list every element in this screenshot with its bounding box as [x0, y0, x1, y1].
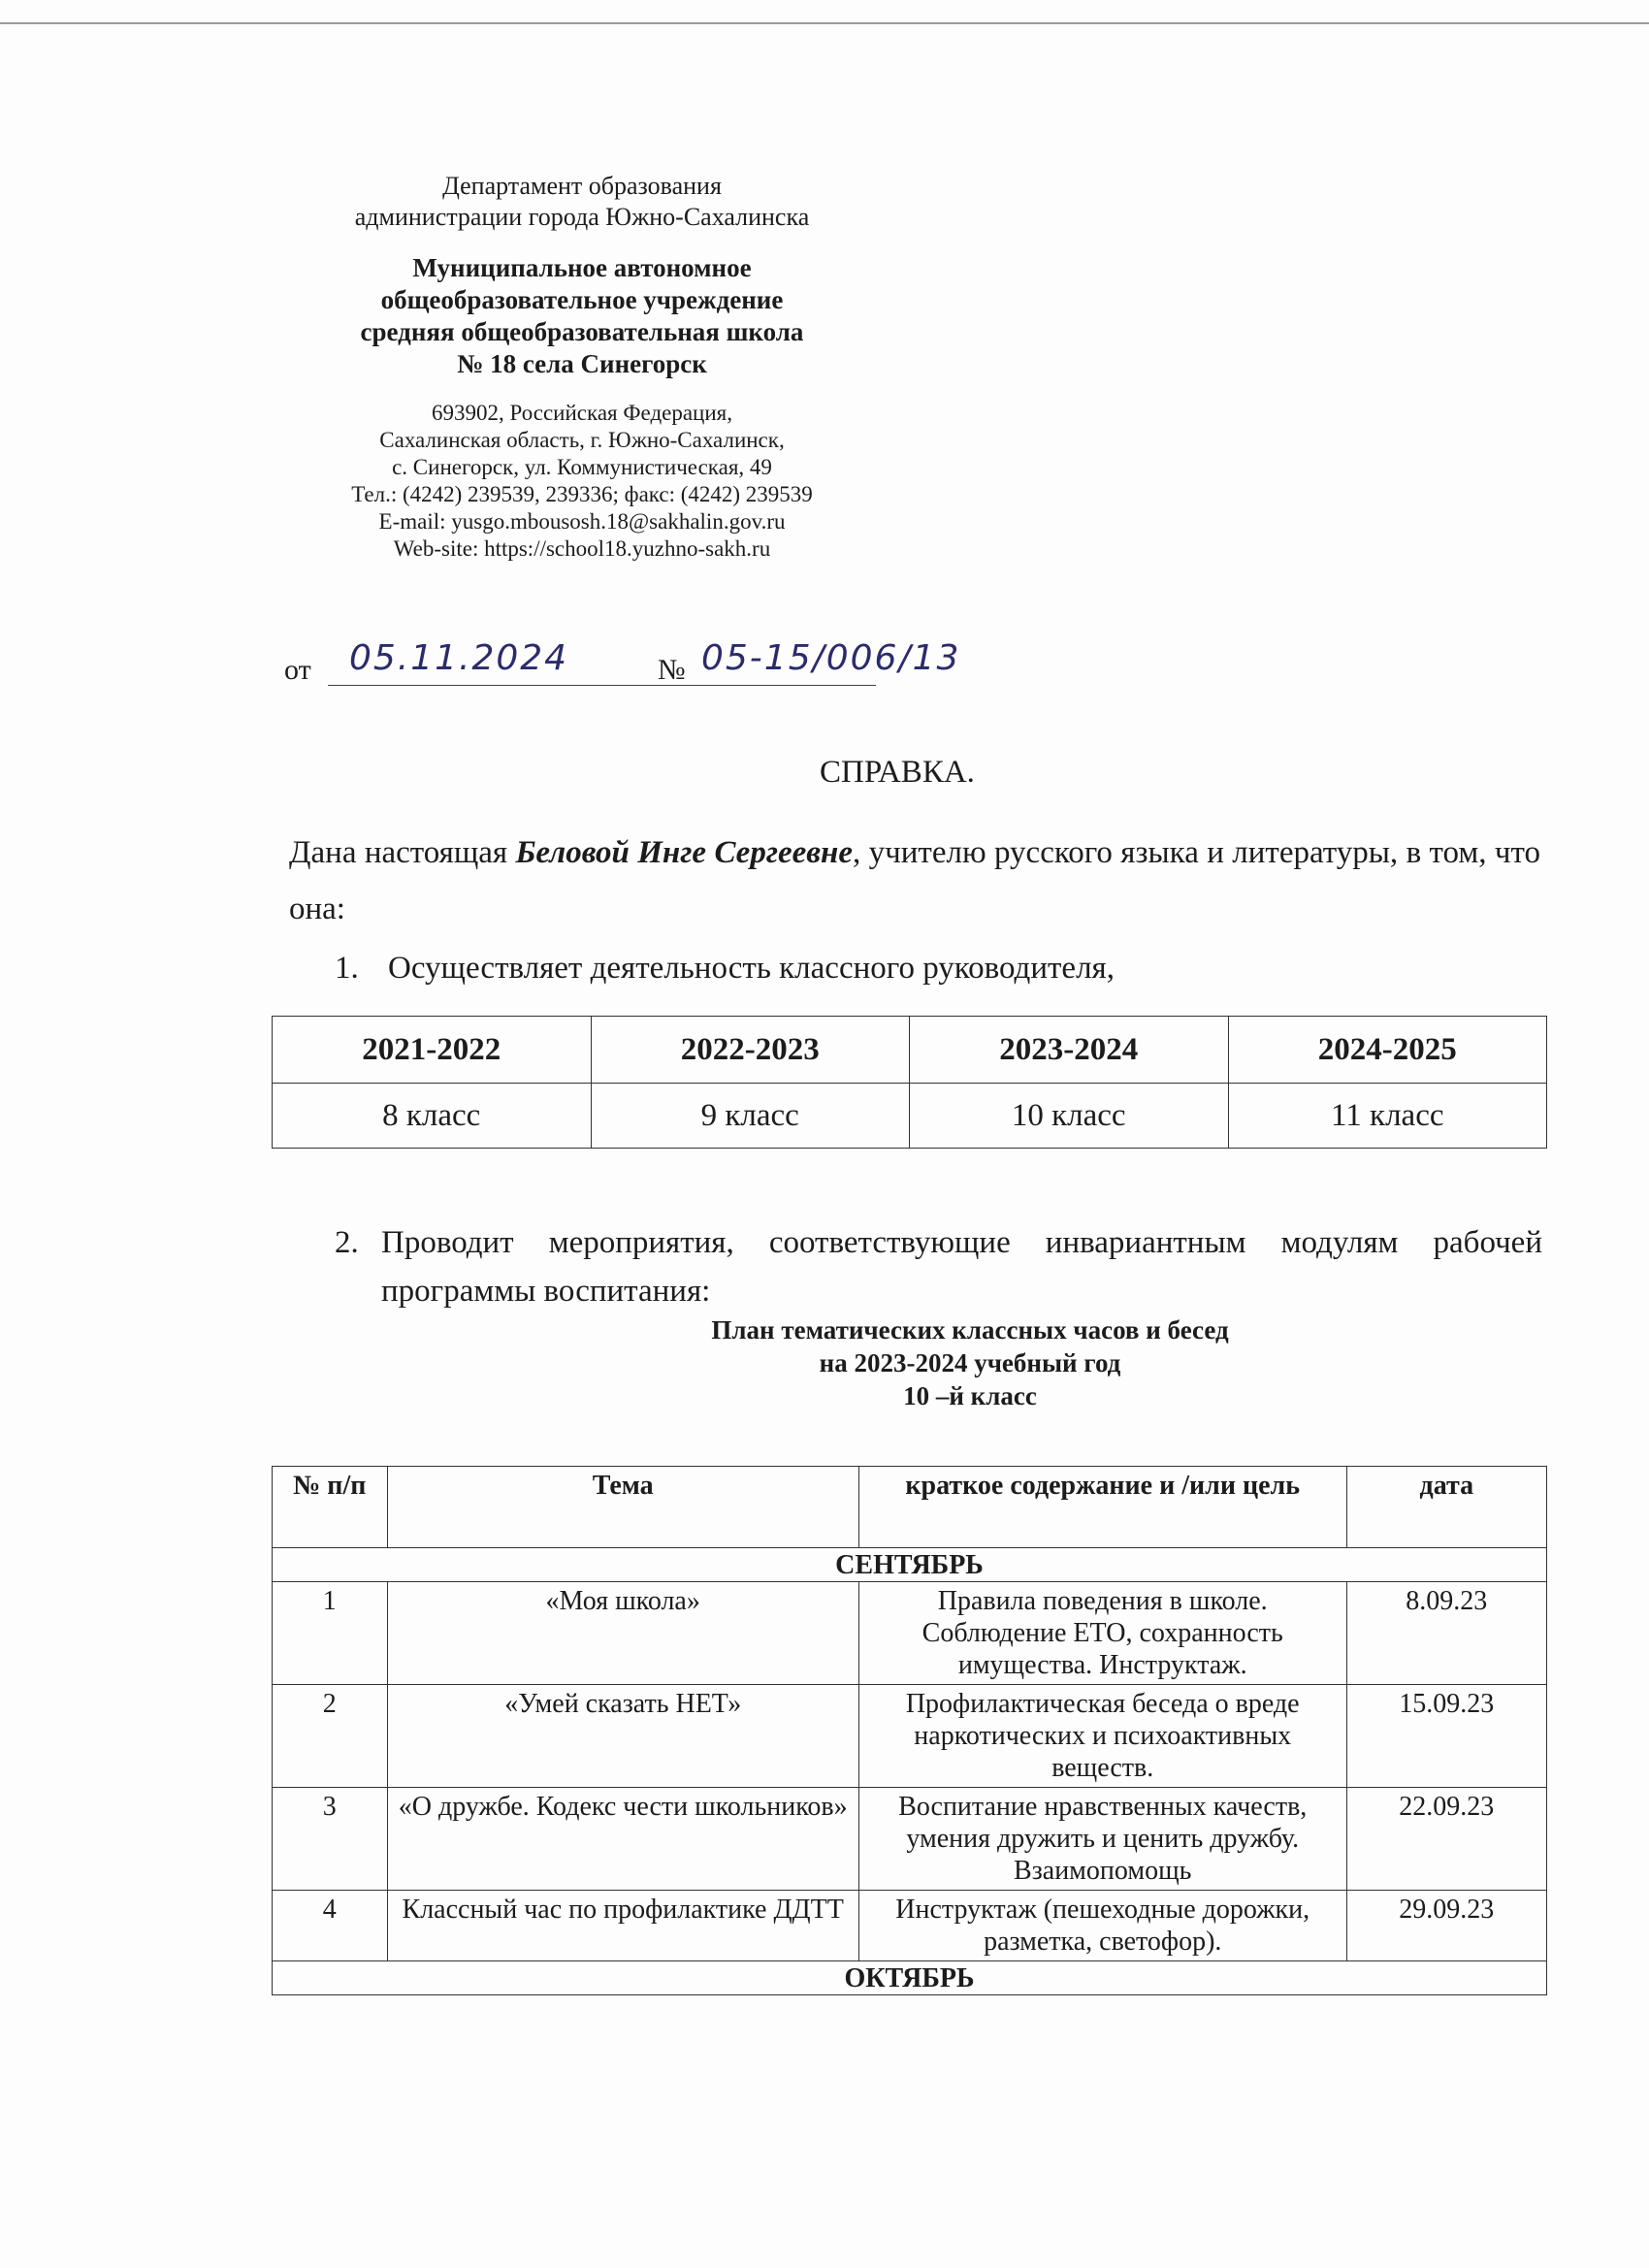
table-row [273, 1788, 1547, 1891]
document-title: СПРАВКА. [820, 755, 975, 790]
intro-suffix: , учителю русского языка и литературы, в том, что она: [289, 835, 1540, 926]
table-row [273, 1685, 1547, 1788]
row-topic: «Моя школа» [387, 1582, 858, 1685]
col-header-number: № п/п [273, 1467, 388, 1548]
scan-edge-line [0, 22, 1649, 24]
row-content: Правила поведения в школе. Соблюдение ЕТО, сохранность имущества. Инструктаж. [858, 1582, 1346, 1685]
list-text: Проводит мероприятия, соответствующие инвариантным модулям рабочей программы воспитания: [381, 1225, 1542, 1309]
row-date: 29.09.23 [1346, 1891, 1546, 1961]
address-line: Web-site: https://school18.yuzhno-sakh.ru [393, 536, 771, 561]
row-content: Инструктаж (пешеходные дорожки, разметка, светофор). [858, 1891, 1346, 1961]
row-date: 22.09.23 [1346, 1788, 1546, 1891]
month-label: ОКТЯБРЬ [273, 1961, 1547, 1995]
person-name: Беловой Инге Сергеевне [515, 835, 854, 870]
handwritten-date: 05.11.2024 [348, 638, 569, 678]
class-cell: 9 класс [591, 1084, 910, 1149]
class-cell: 11 класс [1228, 1084, 1547, 1149]
dept-line: администрации города Южно-Сахалинска [354, 203, 810, 231]
class-cell: 8 класс [273, 1084, 592, 1149]
plan-title-line: План тематических классных часов и бесед [711, 1315, 1229, 1345]
row-content: Воспитание нравственных качеств, умения дружить и ценить дружбу. Взаимопомощь [858, 1788, 1346, 1891]
year-header: 2023-2024 [910, 1017, 1229, 1084]
class-years-table [272, 1016, 1547, 1149]
table-row [273, 1084, 1547, 1149]
row-number: 4 [273, 1891, 388, 1961]
col-header-content: краткое содержание и /или цель [858, 1467, 1346, 1548]
table-header-row [273, 1017, 1547, 1084]
plan-title-line: на 2023-2024 учебный год [819, 1348, 1121, 1377]
table-header-row [273, 1467, 1547, 1548]
year-header: 2021-2022 [273, 1017, 592, 1084]
col-header-topic: Тема [387, 1467, 858, 1548]
row-date: 8.09.23 [1346, 1582, 1546, 1685]
dept-line: Департамент образования [442, 172, 722, 200]
school-line: общеобразовательное учреждение [380, 285, 784, 314]
address-line: Тел.: (4242) 239539, 239336; факс: (4242) 239539 [351, 482, 813, 506]
school-address [310, 400, 854, 563]
number-label: № [658, 654, 686, 686]
month-row [273, 1961, 1547, 1995]
table-row [273, 1891, 1547, 1961]
school-line: Муниципальное автономное [412, 253, 752, 282]
plan-title [543, 1313, 1397, 1412]
school-line: № 18 села Синегорск [457, 349, 707, 378]
school-line: средняя общеобразовательная школа [360, 317, 804, 346]
letterhead [310, 171, 854, 563]
list-number: 2. [335, 1225, 359, 1260]
row-number: 1 [273, 1582, 388, 1685]
month-row [273, 1548, 1547, 1582]
reference-underline [328, 638, 961, 686]
year-header: 2024-2025 [1228, 1017, 1547, 1084]
month-label: СЕНТЯБРЬ [273, 1548, 1547, 1582]
from-label: от [284, 654, 311, 686]
row-date: 15.09.23 [1346, 1685, 1546, 1788]
address-line: E-mail: yusgo.mbousosh.18@sakhalin.gov.ru [378, 509, 786, 534]
list-text: Осуществляет деятельность классного руководителя, [388, 951, 1115, 986]
intro-prefix: Дана настоящая [289, 835, 508, 870]
intro-paragraph [289, 825, 1540, 937]
row-topic: «Умей сказать НЕТ» [387, 1685, 858, 1788]
school-name [310, 252, 854, 380]
handwritten-number: 05-15/006/13 [701, 638, 961, 678]
address-line: с. Синегорск, ул. Коммунистическая, 49 [392, 455, 772, 479]
row-number: 2 [273, 1685, 388, 1788]
class-cell: 10 класс [910, 1084, 1229, 1149]
row-content: Профилактическая беседа о вреде наркотических и психоактивных веществ. [858, 1685, 1346, 1788]
row-topic: Классный час по профилактике ДДТТ [387, 1891, 858, 1961]
address-line: 693902, Российская Федерация, [431, 401, 733, 425]
plan-table [272, 1466, 1547, 1995]
row-number: 3 [273, 1788, 388, 1891]
plan-title-line: 10 –й класс [903, 1381, 1037, 1410]
year-header: 2022-2023 [591, 1017, 910, 1084]
list-number: 1. [335, 951, 359, 986]
reference-line [284, 640, 963, 698]
department-name [310, 171, 854, 233]
row-topic: «О дружбе. Кодекс чести школьников» [387, 1788, 858, 1891]
col-header-date: дата [1346, 1467, 1546, 1548]
address-line: Сахалинская область, г. Южно-Сахалинск, [379, 428, 785, 452]
table-row [273, 1582, 1547, 1685]
